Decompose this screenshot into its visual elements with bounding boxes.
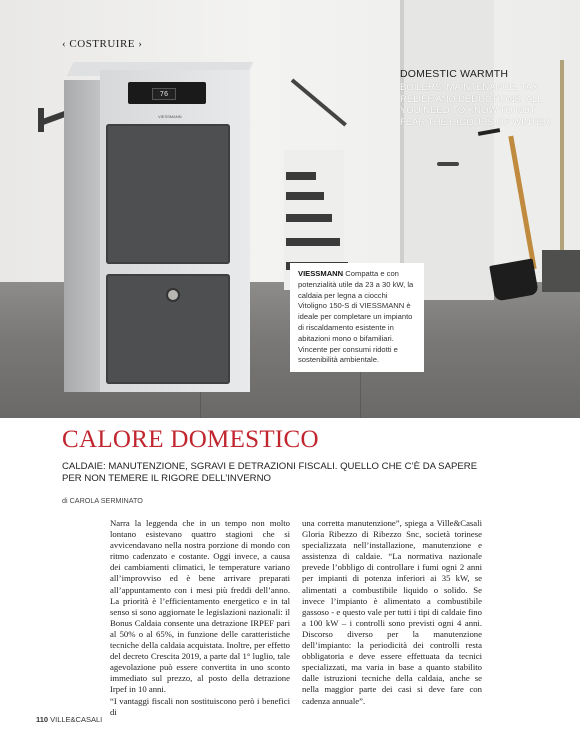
section-tag: ‹ COSTRUIRE › bbox=[62, 38, 143, 50]
stair-step bbox=[286, 172, 316, 180]
shovel-blade bbox=[489, 258, 539, 301]
caption-text: Compatta e con potenzialità utile da 23 a 30 kW, la caldaia per legna a ciocchi Vitoligno 150-S di VIESSMANN è ideale per completare un impianto di riscaldamento esistente in abitazioni mono o bifamiliari. Vincente per consumi ridotti e sostenibilità ambientale. bbox=[298, 269, 414, 365]
stair-step bbox=[286, 214, 332, 222]
boiler-display: 76 bbox=[152, 88, 176, 100]
broom-stick bbox=[560, 60, 564, 260]
english-subtitle: BOILERS: MAINTENANCE, TAX RELIEF AND DEDUCTIONS. ALL YOU NEED TO KNOW TO NOT FEAR THE RIGOURS OF WINTER bbox=[400, 82, 550, 128]
page-number: 110 bbox=[36, 715, 49, 724]
article-subhead: CALDAIE: MANUTENZIONE, SGRAVI E DETRAZIONI FISCALI. QUELLO CHE C’È DA SAPERE PER NON TEMERE IL RIGORE DELL’INVERNO bbox=[62, 461, 478, 484]
photo-caption bbox=[290, 263, 424, 372]
caption-brand: VIESSMANN bbox=[298, 269, 344, 278]
boiler-brand-mark: VIESSMANN bbox=[158, 114, 182, 119]
article-column-1 bbox=[110, 518, 290, 718]
stair-step bbox=[286, 238, 340, 246]
english-title: DOMESTIC WARMTH bbox=[400, 68, 509, 80]
photo-door bbox=[400, 0, 494, 300]
boiler-door-knob bbox=[166, 288, 180, 302]
paragraph: “I vantaggi fiscali non sostituiscono però i benefici di bbox=[110, 695, 290, 717]
wood-bin bbox=[542, 250, 580, 292]
paragraph: Narra la leggenda che in un tempo non molto lontano esistevano quattro stagioni che si avvicendavano nella nostra porzione di mondo con ritmo cadenzato e costante. Oggi invece, a causa dei cambiamenti climatici, le temperature variano all’improvviso ed è bene arrivare preparati all’appuntamento con i mesi più freddi dell’anno. La priorità è l’efficientamento energetico e in tal senso si sono aggiornate le legislazioni nazionali: il Bonus Caldaia consente una detrazione IRPEF pari al 50% o al 65%, in funzione delle caratteristiche tecniche della caldaia acquistata. Inoltre, per effetto del decreto Crescita 2019, a parte dal 1° luglio, tale agevolazione può essere convertita in uno sconto immediato sul prezzo, al posto della detrazione Irpef in 10 anni. bbox=[110, 518, 290, 695]
door-handle bbox=[437, 162, 459, 166]
stair-step bbox=[286, 192, 324, 200]
page-folio bbox=[36, 715, 102, 724]
paragraph: una corretta manutenzione”, spiega a Ville&Casali Gloria Ribezzo di Ribezzo Snc, società torinese specializzata nell’installazione, manutenzione e assistenza di caldaie. “La normativa nazionale prevede l’obbligo di controllare i fumi ogni 2 anni per impianti di potenza inferiori ai 35 kW, se alimentati a combustibile liquido o solido. Se invece l’impianto è alimentato a combustibile gassoso - e questo vale per tutti i tipi di caldaie fino a 100 kW – i controlli sono previsti ogni 4 anni. Discorso diverso per la manutenzione dell’impianto: la periodicità dei controlli resta obbligatoria e deve essere effettuata da tecnici specializzati, ma varia in base a quanto stabilito dalle istruzioni tecniche della caldaia, anche se nella maggior parte dei casi si deve fare con cadenza annuale”. bbox=[302, 518, 482, 706]
article-byline: di CAROLA SERMINATO bbox=[62, 496, 143, 505]
boiler-upper-door bbox=[106, 124, 230, 264]
article-headline: CALORE DOMESTICO bbox=[62, 426, 319, 453]
magazine-name: VILLE&CASALI bbox=[50, 715, 103, 724]
article-column-2 bbox=[302, 518, 482, 707]
